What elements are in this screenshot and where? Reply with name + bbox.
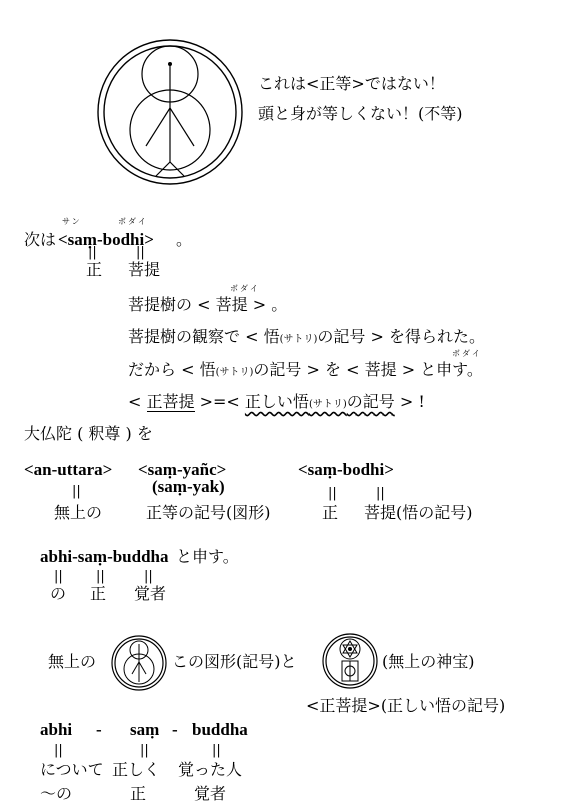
sambodhi-lead: 次は (24, 230, 57, 249)
daibutsuda-line: 大仏陀 ( 釈尊 ) を (24, 424, 153, 443)
term-an-uttara: <an-uttara> (24, 460, 113, 479)
final-eq-1: || (54, 743, 63, 758)
terms-eq-1: || (72, 484, 81, 499)
symbols-caption: <正菩提>(正しい悟の記号) (306, 696, 506, 715)
term-sam-yanc: <saṃ-yañc> (138, 460, 227, 479)
line-2-small: (サトリ) (279, 334, 318, 345)
line-4-small: (サトリ) (308, 399, 347, 410)
terms-eq-3: || (376, 486, 385, 501)
final-dash-2: - (172, 720, 178, 739)
line-4-wavy (245, 392, 395, 411)
line-1-c: > 。 (252, 295, 288, 314)
line-3 (128, 362, 483, 378)
final-r1c: 覚った人 (178, 760, 243, 779)
gloss-sho: 正 (322, 503, 339, 522)
intro-line-1: これは<正等>ではない！ (258, 74, 445, 93)
sambodhi-sho: 正 (86, 260, 103, 279)
line-3-a: だから < 悟 (128, 360, 216, 379)
symbols-post: (無上の神宝) (382, 652, 475, 671)
abhi-eq-2: || (96, 569, 105, 584)
final-abhi: abhi (40, 720, 73, 739)
line-2-b: の記号 > を得られた。 (317, 327, 485, 346)
final-r1b: 正しく (112, 760, 161, 779)
line-1 (128, 297, 287, 313)
sambodhi-eq-2: || (136, 245, 145, 260)
stick-figure-diagram (96, 38, 246, 188)
line-3-d: > と申す。 (401, 360, 483, 379)
line-2 (128, 329, 485, 345)
final-r2b: 正 (130, 784, 147, 803)
abhi-term: abhi-saṃ-buddha (40, 547, 169, 566)
gloss-shoto: 正等の記号(図形) (146, 503, 271, 522)
line-4-underlined: 正菩提 (146, 392, 195, 411)
term-sam-yak: (saṃ-yak) (152, 477, 225, 496)
final-eq-2: || (140, 743, 149, 758)
symbols-pre: 無上の (48, 652, 97, 671)
abhi-eq-3: || (144, 569, 153, 584)
line-4-a: < (128, 392, 142, 411)
line-2-a: 菩提樹の観察で < 悟 (128, 327, 280, 346)
line-1-a: 菩提樹の < (128, 295, 211, 314)
gloss-muji: 無上の (54, 503, 103, 522)
sambodhi-term: <saṃ-bodhi> (58, 230, 154, 249)
abhi-gloss-3: 覚者 (134, 584, 167, 603)
final-r2a: 〜の (40, 784, 73, 803)
final-r2c: 覚者 (194, 784, 227, 803)
line-3-b: の記号 > を < (253, 360, 360, 379)
abhi-gloss-1: の (50, 584, 67, 603)
term-sam-bodhi: <saṃ-bodhi> (298, 460, 394, 479)
final-dash-1: - (96, 720, 102, 739)
line-4-w1: 正しい悟 (244, 392, 309, 411)
terms-eq-2: || (328, 486, 337, 501)
symbols-mid: この図形(記号)と (172, 652, 297, 671)
final-r1a: について (40, 760, 104, 779)
final-buddha: buddha (192, 720, 248, 739)
line-3-c: 菩提 (364, 360, 397, 379)
circle-figure-icon (110, 634, 168, 692)
gloss-bodai: 菩提(悟の記号) (364, 503, 473, 522)
line-4-b: >=< (199, 392, 240, 411)
ruby-san: サン (62, 217, 82, 226)
line-4-w2: の記号 (346, 392, 395, 411)
line-1-b: 菩提 (215, 295, 248, 314)
abhi-eq-1: || (54, 569, 63, 584)
sambodhi-bodai: 菩提 (128, 260, 161, 279)
l3-ruby: ボダイ (452, 349, 482, 358)
line-3-small: (サトリ) (215, 367, 254, 378)
sambodhi-eq-1: || (88, 245, 97, 260)
sambodhi-end: 。 (176, 230, 193, 249)
sacred-emblem-icon (322, 632, 378, 690)
abhi-suffix: と申す。 (176, 547, 239, 566)
l1-ruby: ボダイ (230, 284, 260, 293)
line-4-c: > ! (399, 392, 425, 411)
final-sam: saṃ (130, 720, 160, 739)
final-eq-3: || (212, 743, 221, 758)
ruby-bodai: ボダイ (118, 217, 148, 226)
line-4 (128, 394, 425, 410)
abhi-gloss-2: 正 (90, 584, 107, 603)
intro-line-2: 頭と身が等しくない！(不等) (258, 104, 463, 123)
